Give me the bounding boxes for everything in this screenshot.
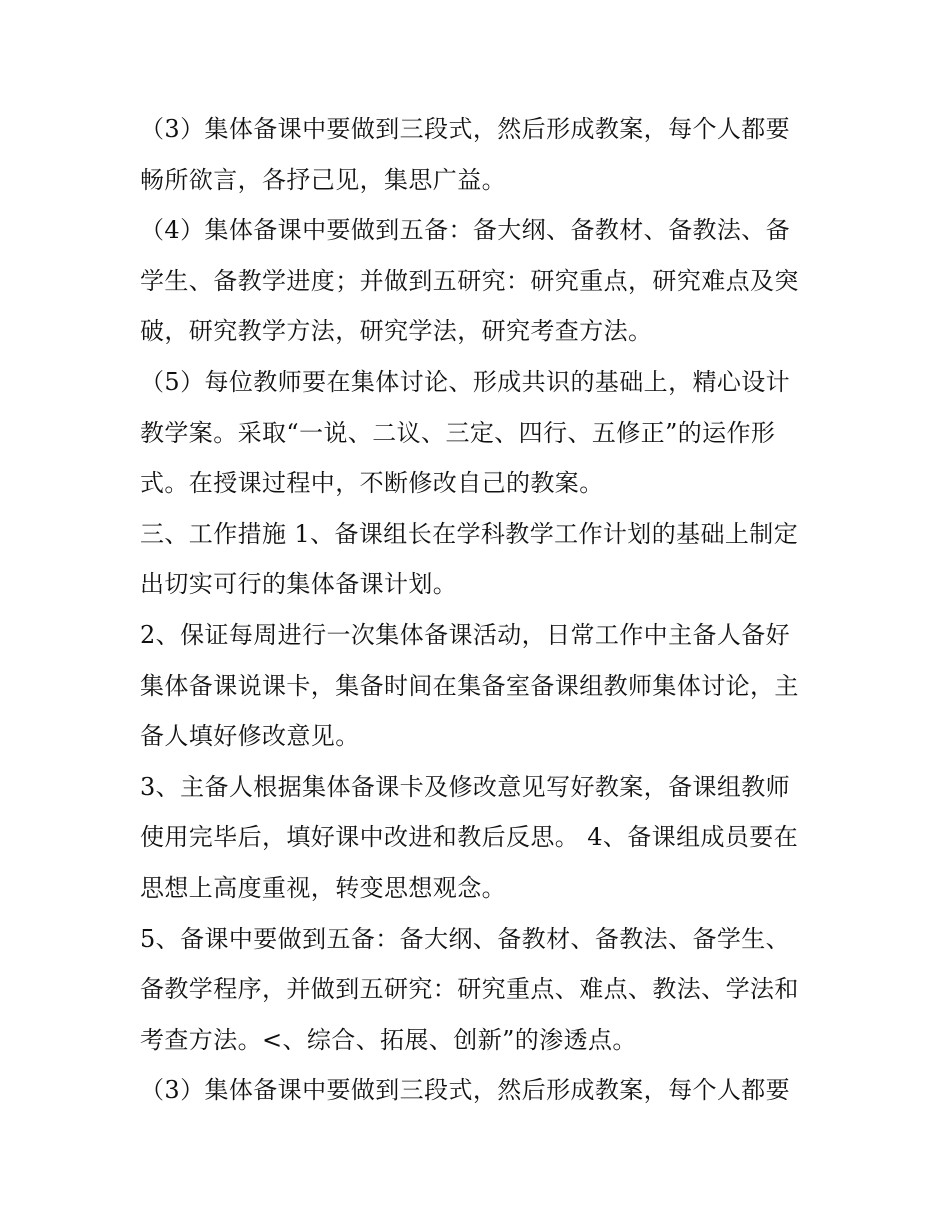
text-line: 5、备课中要做到五备：备大纲、备教材、备教法、备学生、 [140,924,791,953]
text-line: （5）每位教师要在集体讨论、形成共识的基础上，精心设计 [140,367,791,396]
text-line: 备教学程序，并做到五研究：研究重点、难点、教法、学法和 [140,975,799,1004]
text-line: 破，研究教学方法，研究学法，研究考查方法。 [140,317,653,346]
text-line: （3）集体备课中要做到三段式，然后形成教案，每个人都要 [140,1076,791,1105]
text-line: （4）集体备课中要做到五备：备大纲、备教材、备教法、备 [140,216,791,245]
text-line: 思想上高度重视，转变思想观念。 [140,873,506,902]
text-line: 3、主备人根据集体备课卡及修改意见写好教案，备课组教师 [140,772,791,801]
text-line: 畅所欲言，各抒己见，集思广益。 [140,165,506,194]
text-line: 出切实可行的集体备课计划。 [140,570,458,599]
text-line: 式。在授课过程中，不断修改自己的教案。 [140,469,604,498]
document-body [140,104,830,1116]
text-line: 使用完毕后，填好课中改进和教后反思。 4、备课组成员要在 [140,823,799,852]
text-line: 考查方法。<、综合、拓展、创新”的渗透点。 [140,1025,637,1054]
text-line: 学生、备教学进度；并做到五研究：研究重点，研究难点及突 [140,266,799,295]
text-line: 2、保证每周进行一次集体备课活动，日常工作中主备人备好 [140,620,791,649]
text-line: 备人填好修改意见。 [140,722,360,751]
text-line: （3）集体备课中要做到三段式，然后形成教案，每个人都要 [140,115,791,143]
text-line: 教学案。采取“一说、二议、三定、四行、五修正”的运作形 [140,418,776,447]
text-line: 三、工作措施 1、备课组长在学科教学工作计划的基础上制定 [140,519,799,548]
text-line: 集体备课说课卡，集备时间在集备室备课组教师集体讨论，主 [140,671,799,700]
